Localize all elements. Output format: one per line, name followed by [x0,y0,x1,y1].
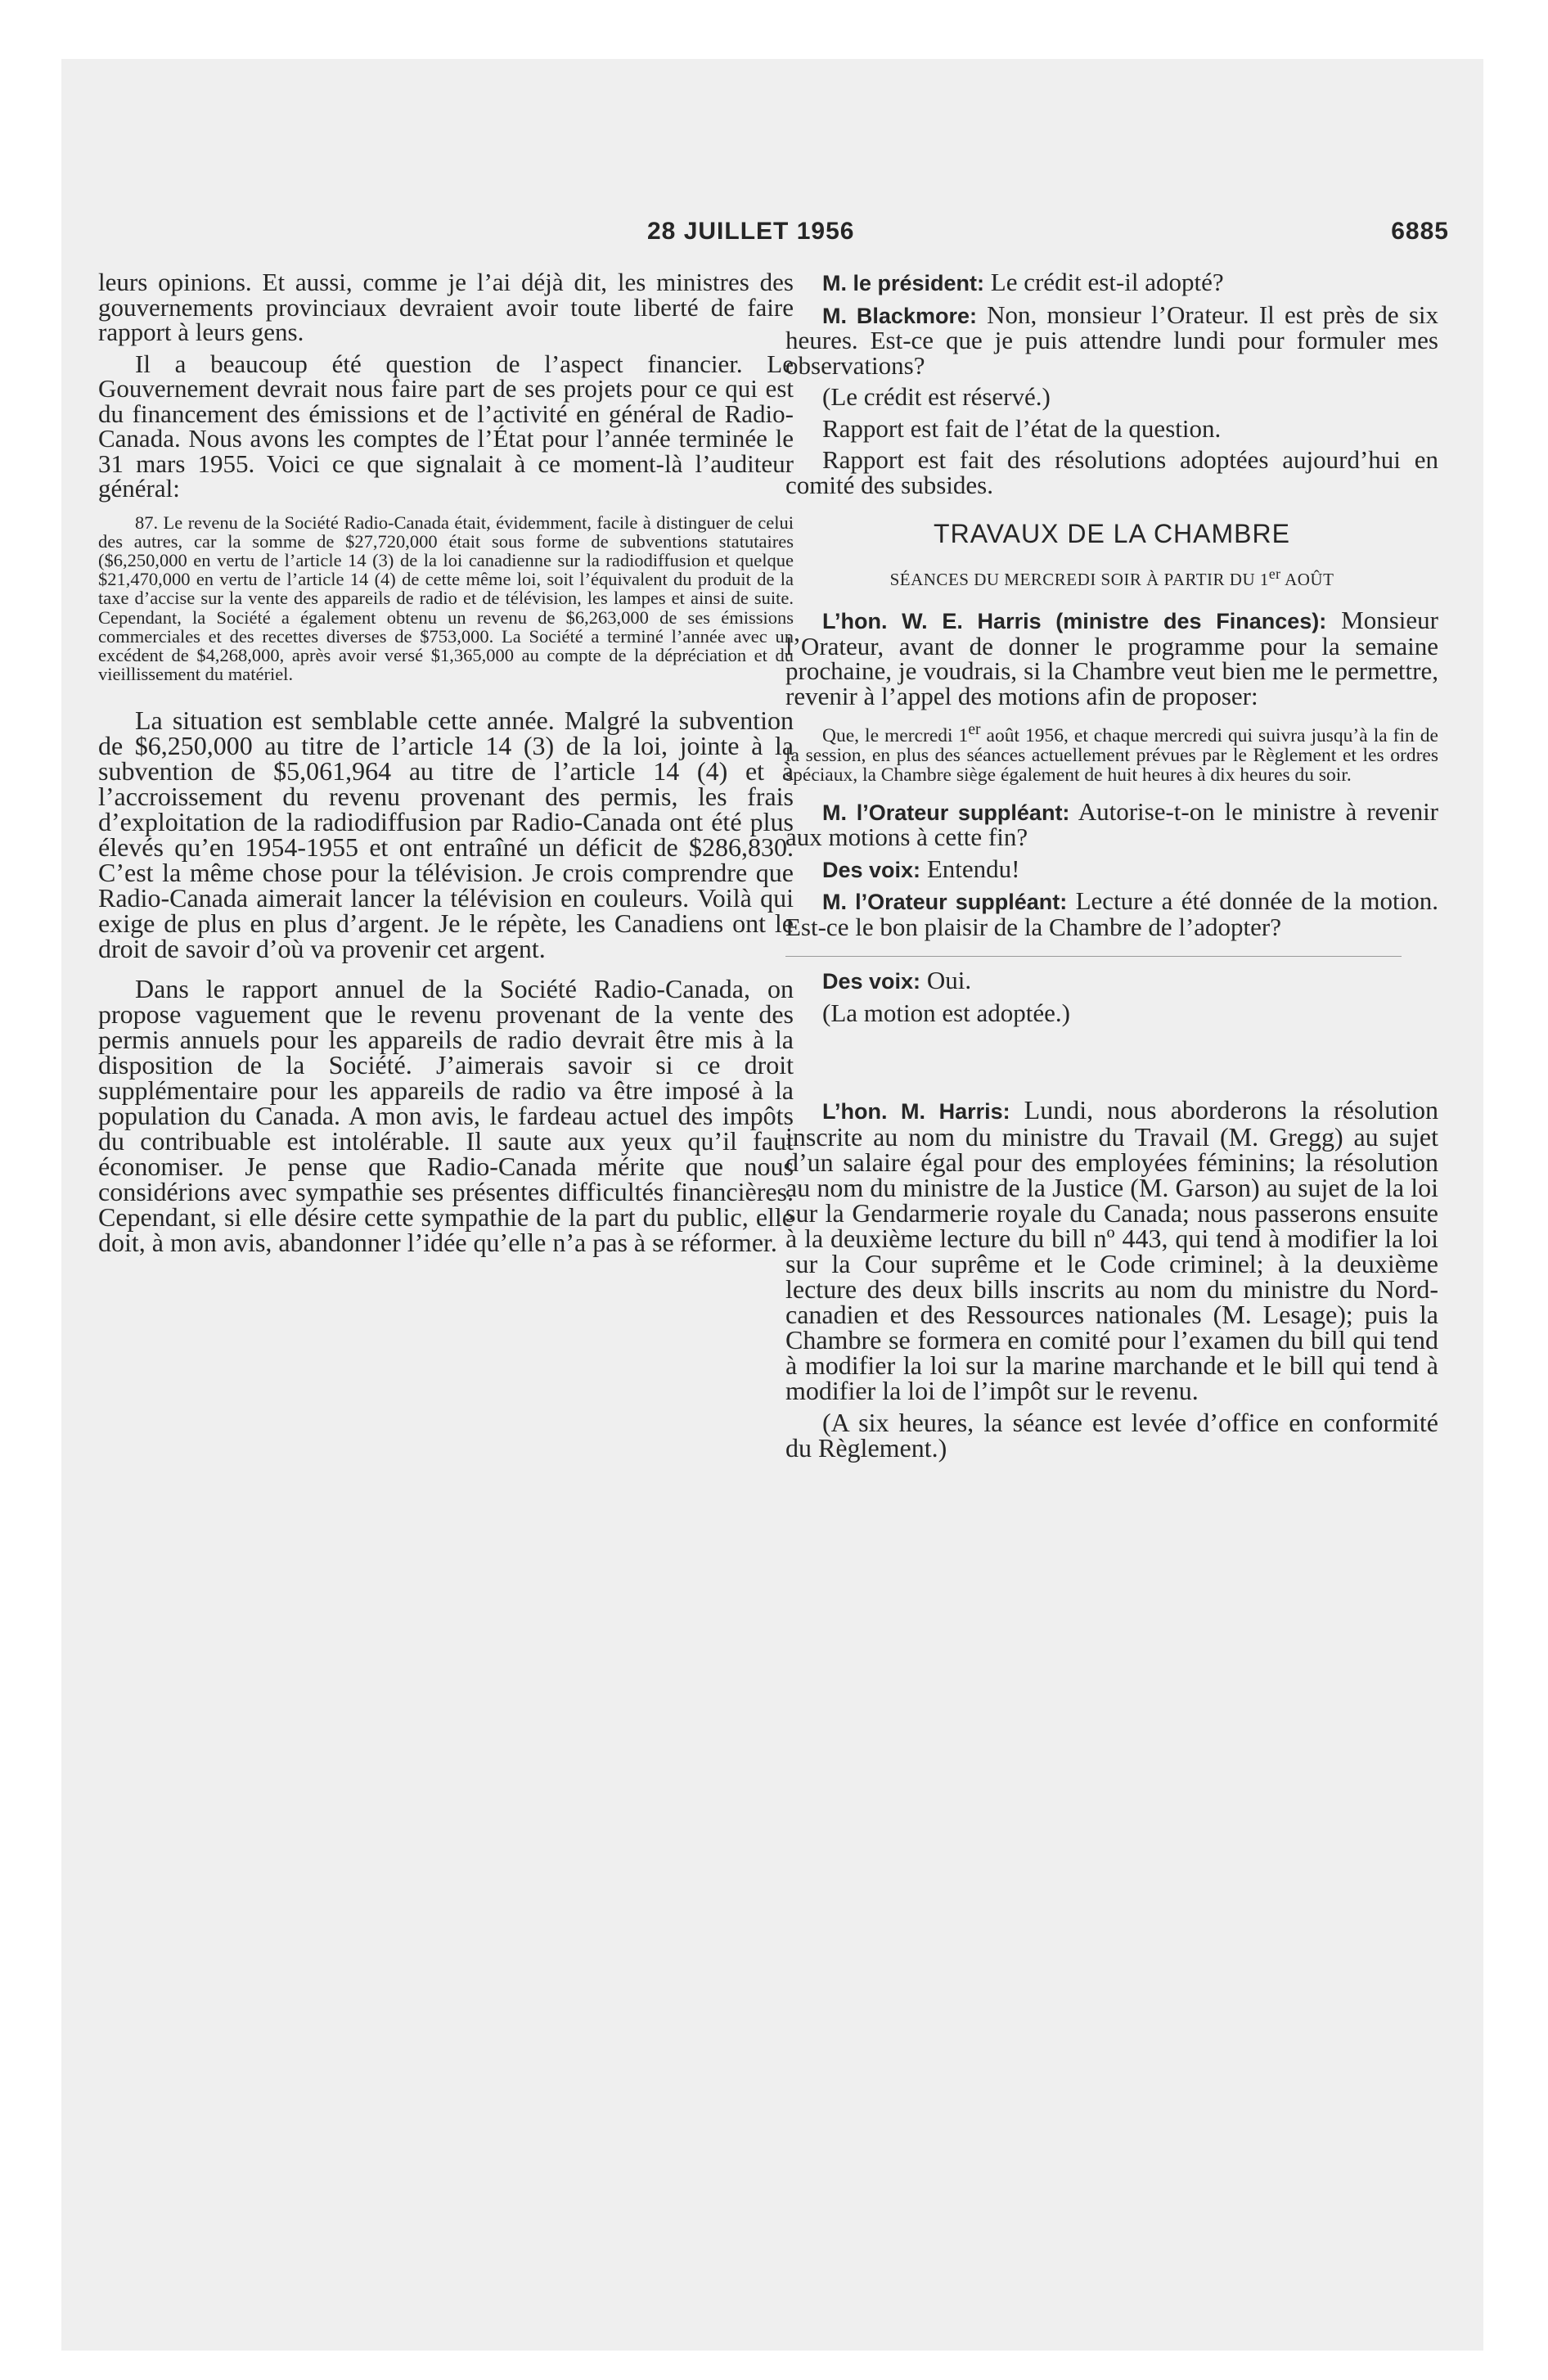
paragraph: leurs opinions. Et aussi, comme je l’ai déjà dit, les ministres des gouvernements provinciaux devraient avoir toute liberté de faire rapport à leurs gens. [98,268,794,346]
speech-text: Lecture a été donnée de la motion. Est-ce le bon plaisir de la Chambre de l’adopter? [785,886,1439,941]
spacer [785,1025,1438,1098]
speech-text: Oui. [926,966,972,995]
speech [785,886,1439,941]
speaker-name: L’hon. M. Harris: [822,1099,1010,1125]
left-column [98,268,794,1258]
speaker-name: Des voix: [822,969,921,994]
speaker-name: M. l’Orateur suppléant: [822,800,1070,825]
speaker-name: M. l’Orateur suppléant: [822,890,1068,915]
page-sheet [61,59,1483,2351]
speech [785,854,1438,883]
section-title: TRAVAUX DE LA CHAMBRE [934,519,1290,548]
right-column [785,270,1438,1461]
motion-text: Que, le mercredi 1er août 1956, et chaque mercredi qui suivra jusqu’à la fin de la session, en plus des séances actuellement prévues par le Règlement et les ordres spéciaux, la Chambre siège également de huit heures à dix heures du soir. [785,721,1438,786]
speech-text: Autorise-t-on le ministre à revenir aux motions à cette fin? [785,796,1438,852]
divider [785,956,1402,957]
procedural-note: (Le crédit est réservé.) [822,382,1051,411]
section-subtitle: SÉANCES DU MERCREDI SOIR À PARTIR DU 1er AOÛT [889,566,1334,589]
speech-text: Monsieur l’Orateur, avant de donner le programme pour la semaine prochaine, je voudrais, si la Chambre veut bien me le permettre, revenir à l’appel des motions afin de proposer: [785,606,1438,710]
procedural-note: Rapport est fait de l’état de la question. [822,413,1222,443]
speaker-name: L’hon. W. E. Harris (ministre des Finances): [822,609,1327,633]
speech-text: Lundi, nous aborderons la résolution inscrite au nom du ministre du Travail (M. Gregg) au sujet d’un salaire égal pour des employées féminins; la résolution au nom du ministre de la Justice (M. Garson) au sujet de la loi sur la Gendarmerie royale du Canada; nous passerons ensuite à la deuxième lecture du bill nº 443, qui tend à modifier la loi sur la Cour suprême et le Code criminel; à la deuxième lecture des deux bills inscrits au nom du ministre du Nord-canadien et des Ressources nationales (M. Lesage); puis la Chambre se formera en comité pour l’examen du bill qui tend à modifier la loi sur la marine marchande et le bill qui tend à modifier la loi de l’impôt sur le revenu. [785,1095,1438,1406]
procedural-note: (La motion est adoptée.) [822,998,1071,1027]
speech [785,968,1438,994]
speaker-name: M. Blackmore: [822,303,977,328]
speech [785,796,1438,852]
block-quote: 87. Le revenu de la Société Radio-Canada était, évidemment, facile à distinguer de celui des autres, car la somme de $27,720,000 était sous forme de subventions statutaires ($6,250,000 en vertu de l’article 14 (3) de la loi canadienne sur la radiodiffusion et quelque $21,470,000 en vertu de l’article 14 (4) de cette même loi, soit l’équivalent du produit de la taxe d’accise sur la vente des appareils de radio et de télévision, les lampes et ainsi de suite. Cependant, la Société a également obtenu un revenu de $6,263,000 de ses émissions commerciales et des recettes diverses de $753,000. La Société a terminé l’année avec un excédent de $4,268,000, après avoir versé $1,365,000 au compte de la dépréciation et du vieillissement du matériel. [98,512,794,685]
speaker-name: M. le président: [822,271,985,295]
header-date: 28 JUILLET 1956 [647,218,855,245]
paragraph: Il a beaucoup été question de l’aspect financier. Le Gouvernement devrait nous faire part de ses projets pour ce qui est du financement des émissions et de l’activité en général de Radio-Canada. Nous avons les comptes de l’État pour l’année terminée le 31 mars 1955. Voici ce que signalait à ce moment-là l’auditeur général: [98,349,794,503]
speech-text: Le crédit est-il adopté? [990,268,1224,296]
speech [785,270,1438,296]
speech [785,608,1438,709]
page-number: 6885 [1391,218,1449,245]
speech-text: Entendu! [926,854,1020,883]
speech [785,300,1439,380]
speech [785,1095,1438,1406]
page-header [61,218,1483,250]
paragraph: La situation est semblable cette année. Malgré la subvention de $6,250,000 au titre de l’article 14 (3) de la loi, jointe à la subvention de $5,061,964 au titre de l’article 14 (4) et à l’accroissement du revenu provenant des permis, les frais d’exploitation de la radiodiffusion par Radio-Canada ont été plus élevés qu’en 1954-1955 et ont entraîné un déficit de $286,830. C’est la même chose pour la télévision. Je crois comprendre que Radio-Canada aimerait lancer la télévision en couleurs. Voilà qui exige de plus en plus d’argent. Je le répète, les Canadiens ont le droit de savoir d’où va provenir cet argent. [98,705,794,964]
procedural-note: Rapport est fait des résolutions adoptées aujourd’hui en comité des subsides. [785,445,1438,499]
speech-text: Non, monsieur l’Orateur. Il est près de six heures. Est-ce que je puis attendre lundi pour formuler mes observations? [785,300,1439,380]
speaker-name: Des voix: [822,857,921,882]
procedural-note: (A six heures, la séance est levée d’office en conformité du Règlement.) [785,1408,1438,1463]
paragraph: Dans le rapport annuel de la Société Radio-Canada, on propose vaguement que le revenu provenant de la vente des permis annuels pour les appareils de radio devrait être mis à la disposition de la Société. J’aimerais savoir si ce droit supplémentaire pour les appareils de radio va être imposé à la population du Canada. A mon avis, le fardeau actuel des impôts du contribuable est intolérable. Il saute aux yeux qu’il faut économiser. Je pense que Radio-Canada mérite que nous considérions avec sympathie ses présentes difficultés financières. Cependant, si elle désire cette sympathie de la part du public, elle doit, à mon avis, abandonner l’idée qu’elle n’a pas à se réformer. [98,974,794,1258]
